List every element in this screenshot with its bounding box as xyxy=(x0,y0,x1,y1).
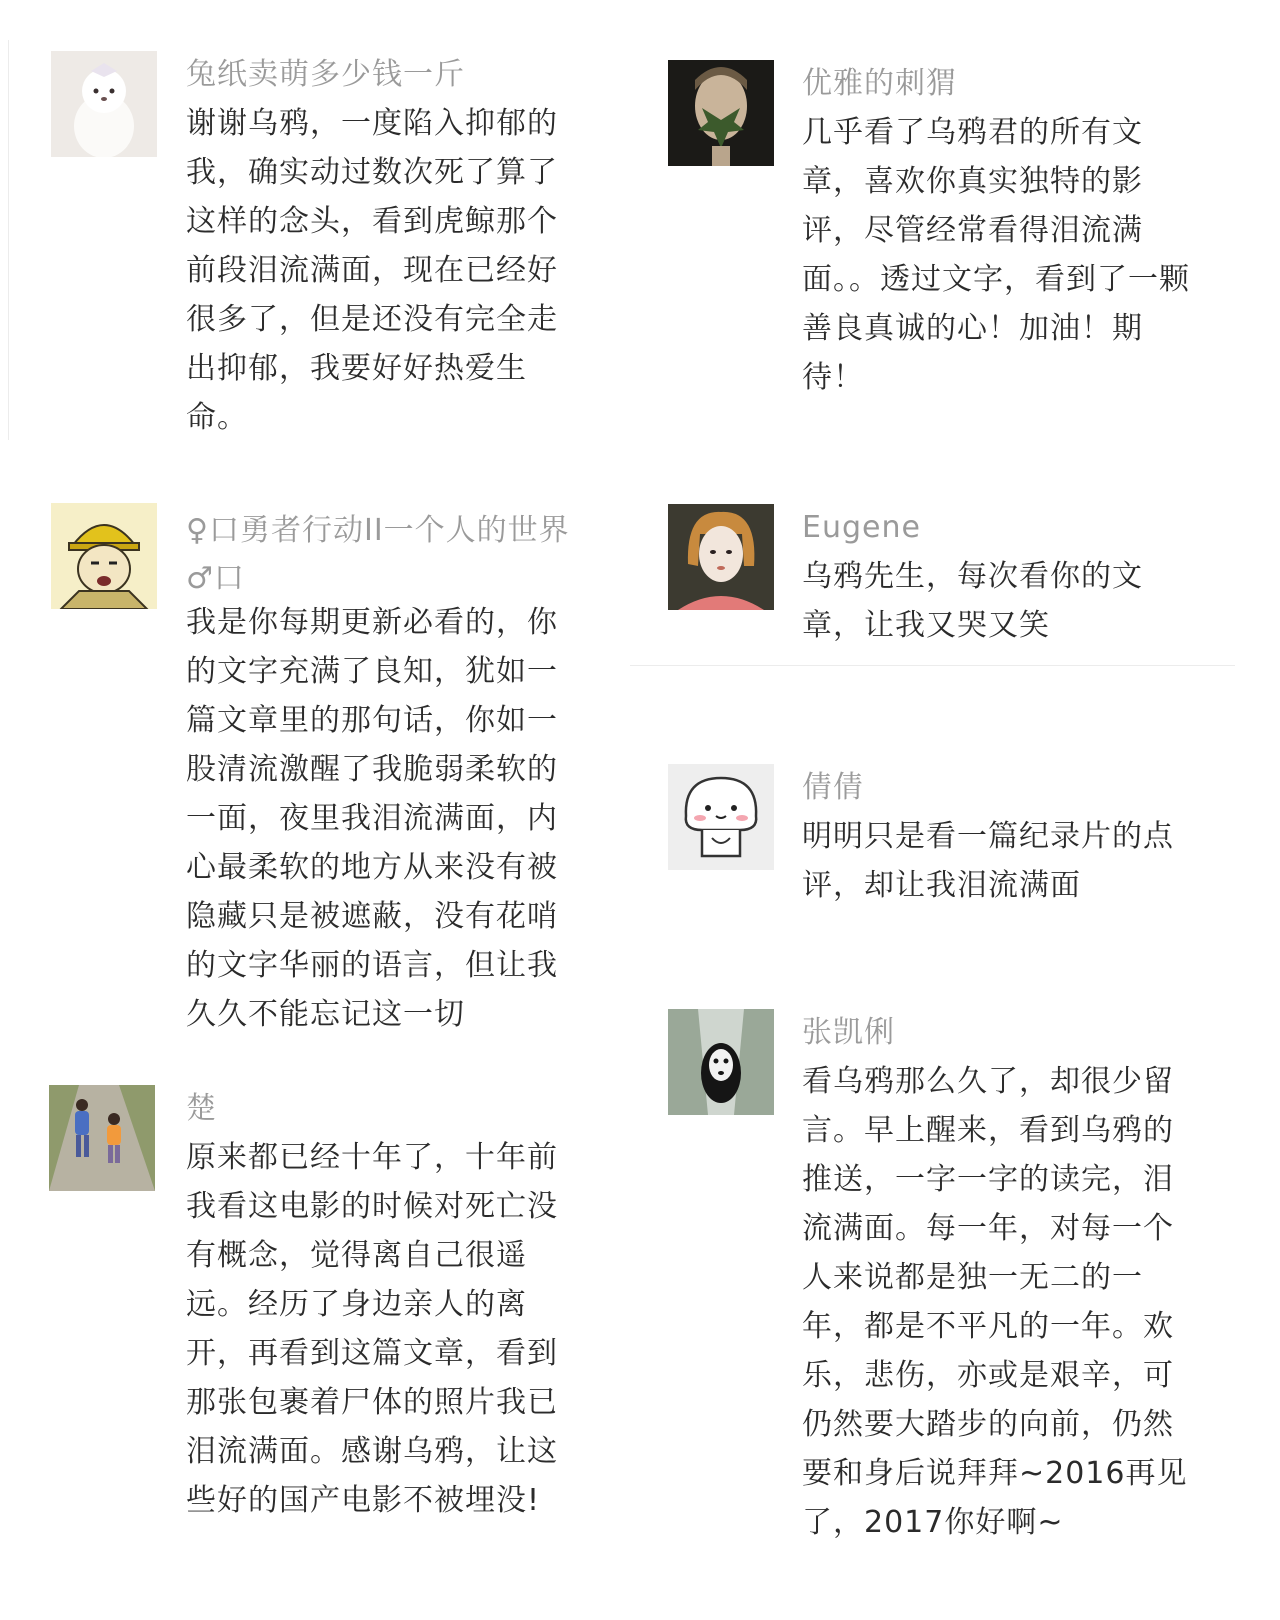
comment-nickname[interactable]: Eugene xyxy=(802,510,921,545)
column-edge-line xyxy=(8,40,9,440)
cute-bun-avatar-icon[interactable] xyxy=(668,764,774,870)
comment-text: 我是你每期更新必看的，你的文字充满了良知，犹如一篇文章里的那句话，你如一股清流激醒了我脆弱柔软的一面，夜里我泪流满面，内心最柔软的地方从来没有被隐藏只是被遮蔽，没有花哨的文字华丽的语言，但让我久久不能忘记这一切 xyxy=(186,605,558,1032)
comment-nickname[interactable]: 兔纸卖萌多少钱一斤 xyxy=(186,57,465,92)
white-puppy-avatar-icon[interactable] xyxy=(51,51,157,157)
hardhat-cartoon-avatar-icon[interactable] xyxy=(51,503,157,609)
comment-text: 乌鸦先生，每次看你的文章，让我又哭又笑 xyxy=(802,559,1143,643)
comment-nickname[interactable]: 张凯俐 xyxy=(802,1015,895,1050)
comment-text: 几乎看了乌鸦君的所有文章，喜欢你真实独特的影评，尽管经常看得泪流满面。。透过文字，看到了一颗善良真诚的心！加油！期待！ xyxy=(802,115,1190,395)
comment-nickname[interactable]: 优雅的刺猬 xyxy=(802,66,957,101)
comment-nickname[interactable]: ♀口勇者行动II一个人的世界♂口 xyxy=(186,513,570,596)
comment-nickname[interactable]: 倩倩 xyxy=(802,770,864,805)
portrait-leaf-avatar-icon[interactable] xyxy=(668,60,774,166)
comment-divider xyxy=(630,665,1235,666)
painted-girl-avatar-icon[interactable] xyxy=(668,504,774,610)
comment-text: 明明只是看一篇纪录片的点评，却让我泪流满面 xyxy=(802,819,1174,903)
comment-text: 原来都已经十年了，十年前我看这电影的时候对死亡没有概念，觉得离自己很遥远。经历了身边亲人的离开，再看到这篇文章，看到那张包裹着尸体的照片我已泪流满面。感谢乌鸦，让这些好的国产电影不被埋没! xyxy=(186,1140,558,1518)
comment-nickname[interactable]: 楚 xyxy=(186,1091,217,1126)
comment-text: 看乌鸦那么久了，却很少留言。早上醒来，看到乌鸦的推送，一字一字的读完，泪流满面。每一年，对每一个人来说都是独一无二的一年，都是不平凡的一年。欢乐，悲伤，亦或是艰辛，可仍然要大踏步的向前，仍然要和身后说拜拜~2016再见了，2017你好啊~ xyxy=(802,1064,1188,1540)
children-walking-avatar-icon[interactable] xyxy=(49,1085,155,1191)
comment-text: 谢谢乌鸦，一度陷入抑郁的我，确实动过数次死了算了这样的念头，看到虎鲸那个前段泪流满面，现在已经好很多了，但是还没有完全走出抑郁，我要好好热爱生命。 xyxy=(186,106,558,435)
no-face-figure-avatar-icon[interactable] xyxy=(668,1009,774,1115)
